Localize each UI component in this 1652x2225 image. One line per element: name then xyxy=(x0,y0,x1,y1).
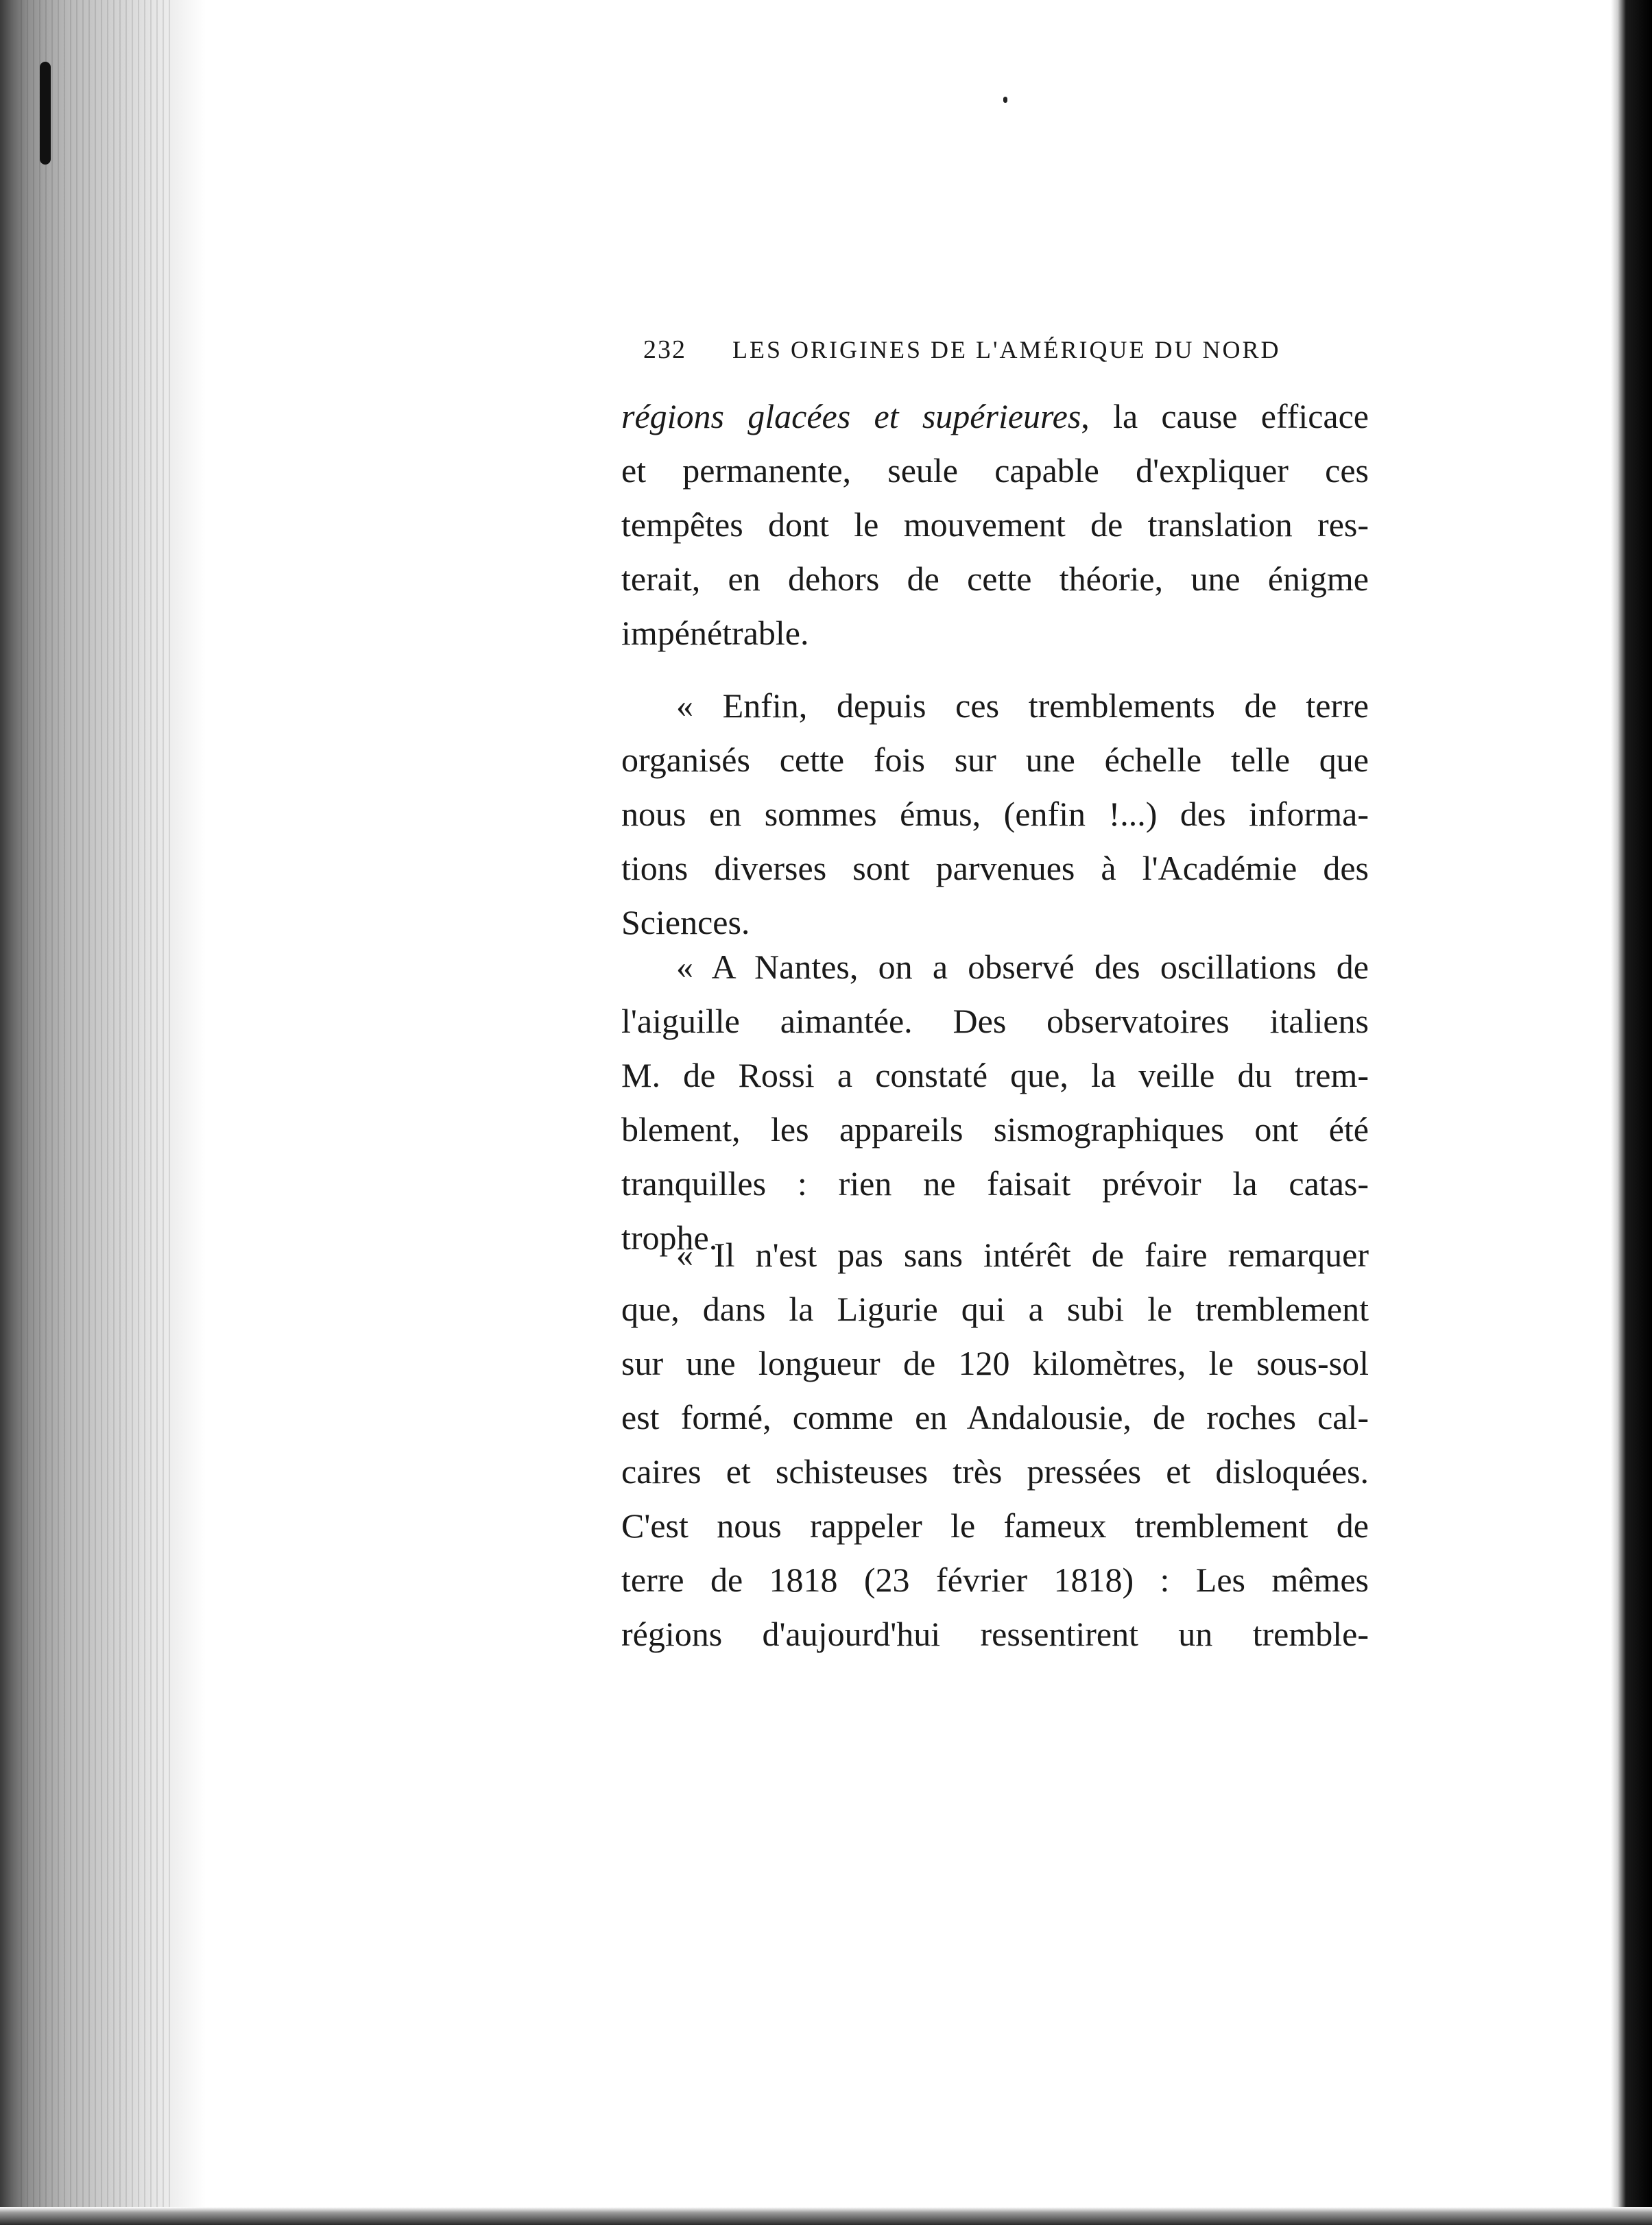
text-line: impénétrable. xyxy=(621,614,809,652)
text-line: est formé, comme en Andalousie, de roches cal- xyxy=(621,1398,1369,1436)
text-line: terait, en dehors de cette théorie, une énigme xyxy=(621,560,1369,598)
scan-edge-right xyxy=(1611,0,1652,2225)
text-line: C'est nous rappeler le fameux tremblement de xyxy=(621,1506,1369,1545)
text-line: sur une longueur de 120 kilomètres, le sous-sol xyxy=(621,1344,1369,1382)
ink-speck xyxy=(1003,97,1007,103)
running-head xyxy=(643,335,1288,376)
scan-edge-bottom xyxy=(0,2207,1652,2225)
text-line: terre de 1818 (23 février 1818) : Les mêmes xyxy=(621,1561,1369,1599)
text-line: caires et schisteuses très pressées et disloquées. xyxy=(621,1452,1369,1491)
text-line: tempêtes dont le mouvement de translation res- xyxy=(621,505,1369,544)
page-number: 232 xyxy=(643,335,686,364)
text-line: « Il n'est pas sans intérêt de faire remarquer xyxy=(676,1236,1369,1274)
text-line: tranquilles : rien ne faisait prévoir la catas- xyxy=(621,1164,1369,1203)
running-title: LES ORIGINES DE L'AMÉRIQUE DU NORD xyxy=(732,336,1281,363)
text-line: blement, les appareils sismographiques ont été xyxy=(621,1110,1369,1148)
text-line: tions diverses sont parvenues à l'Académie des xyxy=(621,849,1369,887)
text-line: trophe. xyxy=(621,1218,718,1257)
paragraph xyxy=(621,940,1369,1265)
paragraph xyxy=(621,1228,1369,1661)
text-line: « A Nantes, on a observé des oscillations de xyxy=(676,948,1369,986)
text-line: M. de Rossi a constaté que, la veille du trem- xyxy=(621,1056,1369,1094)
line-text: , la cause efficace xyxy=(1081,397,1369,435)
paragraph xyxy=(621,679,1369,950)
text-line: régions d'aujourd'hui ressentirent un tremble- xyxy=(621,1615,1369,1653)
paragraph-continuation xyxy=(621,389,1369,660)
text-line: que, dans la Ligurie qui a subi le tremblement xyxy=(621,1290,1369,1328)
italic-phrase: régions glacées et supérieures xyxy=(621,397,1081,435)
text-line: Sciences. xyxy=(621,903,750,941)
text-line xyxy=(621,389,1369,444)
text-line: « Enfin, depuis ces tremblements de terre xyxy=(676,686,1369,725)
text-line: l'aiguille aimantée. Des observatoires italiens xyxy=(621,1002,1369,1040)
text-line: et permanente, seule capable d'expliquer ces xyxy=(621,451,1369,490)
text-line: organisés cette fois sur une échelle telle que xyxy=(621,741,1369,779)
page-edges xyxy=(21,0,171,2225)
text-line: nous en sommes émus, (enfin !...) des informa- xyxy=(621,795,1369,833)
binding-mark xyxy=(40,62,51,165)
